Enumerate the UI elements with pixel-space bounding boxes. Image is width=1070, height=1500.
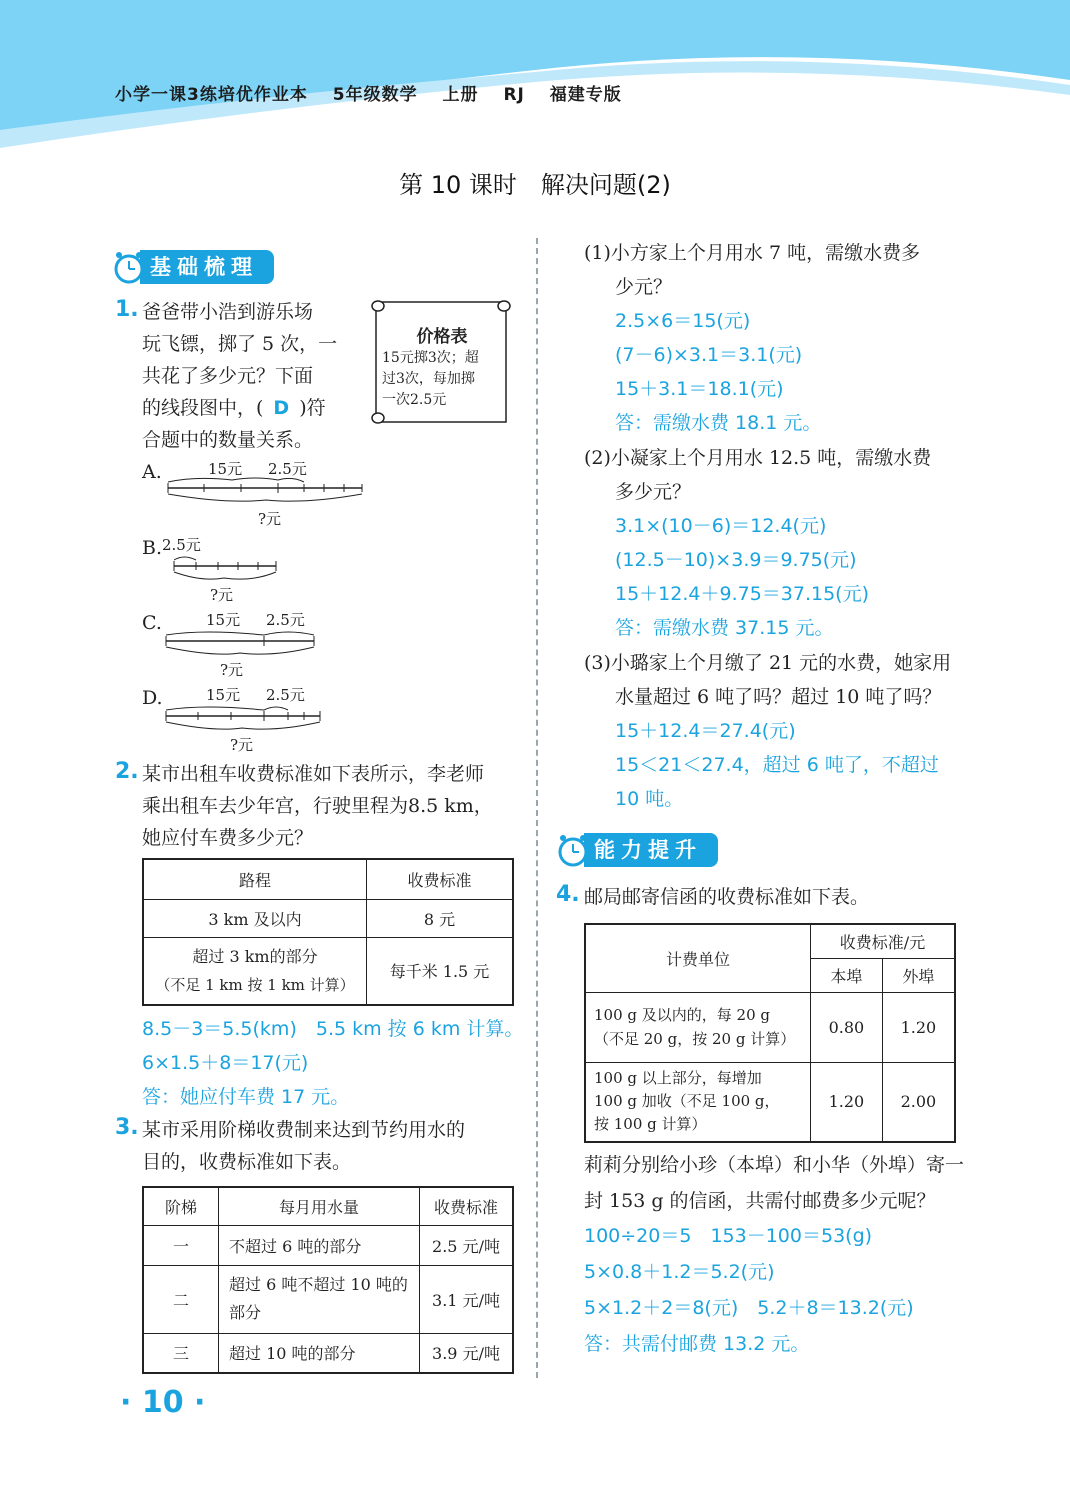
table-header: 路程	[143, 859, 367, 899]
table-cell: 0.80	[811, 992, 883, 1062]
segment-label-right: 2.5元	[266, 611, 305, 629]
section-badge-basic	[112, 250, 274, 284]
option-label: B.	[142, 537, 163, 559]
alarm-clock-icon	[112, 250, 146, 284]
lesson-title: 第 10 课时 解决问题(2)	[399, 171, 671, 199]
option-label: A.	[142, 461, 162, 483]
answer-line: 答：需缴水费 37.15 元。	[615, 617, 834, 639]
price-sign-title: 价格表	[416, 327, 468, 347]
table-header: 收费标准/元	[811, 924, 956, 958]
table-header: 收费标准	[420, 1187, 514, 1225]
segment-total: ?元	[230, 736, 254, 754]
table-cell	[585, 992, 811, 1062]
cell-line: 100 g 加收（不足 100 g，	[594, 1092, 780, 1111]
edition-label: RJ	[503, 85, 525, 105]
answer-line: (12.5－10)×3.9＝9.75(元)	[615, 549, 857, 571]
table-header: 收费标准	[367, 859, 514, 899]
table-cell: 8 元	[367, 899, 514, 937]
price-sign-text	[382, 348, 479, 411]
q1-line-part: )符	[299, 397, 326, 419]
q2-line: 乘出租车去少年宫，行驶里程为8.5 km，	[142, 795, 493, 817]
table-header: 外埠	[882, 958, 955, 992]
answer-line: 5×1.2＋2＝8(元) 5.2＋8＝13.2(元)	[584, 1297, 914, 1319]
cell-line: 超过 3 km的部分	[192, 946, 318, 966]
table-cell: 一	[143, 1225, 219, 1265]
table-cell: 超过 10 吨的部分	[219, 1333, 420, 1373]
segment-label-right: 2.5元	[268, 460, 307, 478]
header-band	[0, 0, 1070, 150]
q1-line: 合题中的数量关系。	[142, 429, 314, 451]
table-cell: 二	[143, 1265, 219, 1333]
answer-line: 答：需缴水费 18.1 元。	[615, 412, 822, 434]
q2-text	[142, 758, 493, 854]
sub-question-line: 水量超过 6 吨了吗？超过 10 吨了吗？	[615, 686, 942, 708]
answer-line: (7－6)×3.1＝3.1(元)	[615, 344, 803, 366]
q1-answer: D	[273, 397, 290, 419]
answer-line: 10 吨。	[615, 788, 684, 810]
q1-line: 爸爸带小浩到游乐场	[142, 301, 314, 323]
answer-line: 5×0.8＋1.2＝5.2(元)	[584, 1261, 775, 1283]
segment-total: ?元	[210, 586, 234, 604]
answer-line: 15＋3.1＝18.1(元)	[615, 378, 784, 400]
q1-text	[142, 296, 337, 456]
table-cell	[585, 1062, 811, 1142]
cell-line: 按 100 g 计算）	[594, 1115, 707, 1134]
answer-line: 15＋12.4＝27.4(元)	[615, 720, 796, 742]
option-label: D.	[142, 687, 163, 709]
q3-sub1	[584, 236, 920, 440]
table-cell: 每千米 1.5 元	[367, 937, 514, 1005]
postage-table	[584, 923, 956, 1143]
segment-diagram	[164, 702, 324, 738]
cell-line: 100 g 以上部分，每增加	[594, 1069, 762, 1088]
segment-total: ?元	[220, 661, 244, 679]
price-sign-line: 一次2.5元	[382, 392, 447, 408]
segment-label-left: 15元	[206, 686, 241, 704]
grade-label: 5年级数学	[332, 85, 418, 105]
segment-label-left: 2.5元	[162, 536, 201, 554]
section-badge-advanced	[556, 833, 718, 867]
table-header: 本埠	[811, 958, 883, 992]
table-cell: 2.00	[882, 1062, 955, 1142]
q4-line: 封 153 g 的信函，共需付邮费多少元呢？	[584, 1190, 936, 1212]
water-fee-table	[142, 1186, 514, 1374]
sub-question-line: 少元？	[615, 276, 673, 298]
table-cell: 2.5 元/吨	[420, 1225, 514, 1265]
volume-label: 上册	[442, 85, 479, 105]
price-sign-line: 过3次，每加掷	[382, 371, 475, 387]
segment-diagram	[166, 474, 366, 510]
table-cell: 3.1 元/吨	[420, 1265, 514, 1333]
answer-line: 答：共需付邮费 13.2 元。	[584, 1333, 810, 1355]
segment-diagram	[172, 552, 282, 588]
cell-line: 100 g 及以内的，每 20 g	[594, 1006, 770, 1024]
q1-line: 玩飞镖，掷了 5 次，一	[142, 333, 338, 355]
alarm-clock-icon	[556, 833, 590, 867]
q4-title: 邮局邮寄信函的收费标准如下表。	[584, 886, 870, 908]
book-header	[115, 80, 640, 105]
segment-label-right: 2.5元	[266, 686, 305, 704]
option-b	[142, 532, 292, 604]
q3-number: 3.	[115, 1115, 139, 1140]
table-header: 计费单位	[585, 924, 811, 992]
segment-label-left: 15元	[208, 460, 243, 478]
price-sign-line: 15元掷3次；超	[382, 350, 479, 366]
q1-line-part: 的线段图中，(	[142, 397, 264, 419]
q4-answers	[584, 1218, 914, 1362]
region-label: 福建专版	[549, 85, 622, 105]
column-divider	[536, 238, 538, 1378]
answer-line: 8.5－3＝5.5(km) 5.5 km 按 6 km 计算。	[142, 1018, 524, 1040]
table-cell: 3 km 及以内	[143, 899, 367, 937]
segment-total: ?元	[258, 510, 282, 528]
table-header: 阶梯	[143, 1187, 219, 1225]
q1-line: 共花了多少元？下面	[142, 365, 314, 387]
answer-line: 15＋12.4＋9.75＝37.15(元)	[615, 583, 870, 605]
table-cell: 超过 6 吨不超过 10 吨的部分	[219, 1265, 420, 1333]
sub-question-line: (2)小凝家上个月用水 12.5 吨，需缴水费	[584, 447, 932, 469]
table-cell: 不超过 6 吨的部分	[219, 1225, 420, 1265]
answer-line: 答：她应付车费 17 元。	[142, 1086, 350, 1108]
sub-question-line: (1)小方家上个月用水 7 吨，需缴水费多	[584, 242, 921, 264]
answer-line: 3.1×(10－6)＝12.4(元)	[615, 515, 827, 537]
sub-question-line: 多少元？	[615, 481, 692, 503]
answer-line: 15＜21＜27.4，超过 6 吨了，不超过	[615, 754, 939, 776]
answer-line: 2.5×6＝15(元)	[615, 310, 751, 332]
sub-question-line: (3)小璐家上个月缴了 21 元的水费，她家用	[584, 652, 952, 674]
table-header: 每月用水量	[219, 1187, 420, 1225]
table-cell: 1.20	[811, 1062, 883, 1142]
q4-line: 莉莉分别给小珍（本埠）和小华（外埠）寄一	[584, 1154, 965, 1176]
q1-number: 1.	[115, 297, 139, 322]
option-c	[142, 607, 332, 679]
option-d	[142, 682, 332, 754]
segment-diagram	[164, 627, 324, 663]
option-label: C.	[142, 612, 162, 634]
segment-label-left: 15元	[206, 611, 241, 629]
table-cell: 1.20	[882, 992, 955, 1062]
table-cell	[143, 937, 367, 1005]
q2-line: 某市出租车收费标准如下表所示，李老师	[142, 763, 485, 785]
q4-text	[584, 1147, 964, 1219]
page-number: · 10 ·	[120, 1385, 206, 1420]
table-cell: 3.9 元/吨	[420, 1333, 514, 1373]
section-title-basic: 基础梳理	[140, 250, 274, 284]
q3-line: 某市采用阶梯收费制来达到节约用水的	[142, 1119, 466, 1141]
q3-line: 目的，收费标准如下表。	[142, 1151, 352, 1173]
cell-line: （不足 20 g，按 20 g 计算）	[594, 1030, 796, 1048]
cell-note: （不足 1 km 按 1 km 计算）	[155, 975, 355, 994]
price-sign	[364, 296, 514, 430]
q3-sub3	[584, 646, 951, 816]
option-a	[142, 456, 372, 528]
q4-number: 4.	[556, 882, 580, 907]
taxi-fare-table	[142, 858, 514, 1006]
q3-text	[142, 1114, 465, 1178]
q2-line: 她应付车费多少元？	[142, 827, 314, 849]
answer-line: 100÷20＝5 153－100＝53(g)	[584, 1225, 873, 1247]
section-title-advanced: 能力提升	[584, 833, 718, 867]
q1-line-with-answer	[142, 392, 337, 424]
table-cell: 三	[143, 1333, 219, 1373]
q3-sub2	[584, 441, 931, 645]
series-title: 小学一课3练培优作业本	[115, 85, 308, 105]
q2-number: 2.	[115, 759, 139, 784]
answer-line: 6×1.5＋8＝17(元)	[142, 1052, 309, 1074]
q2-answers	[142, 1012, 523, 1114]
